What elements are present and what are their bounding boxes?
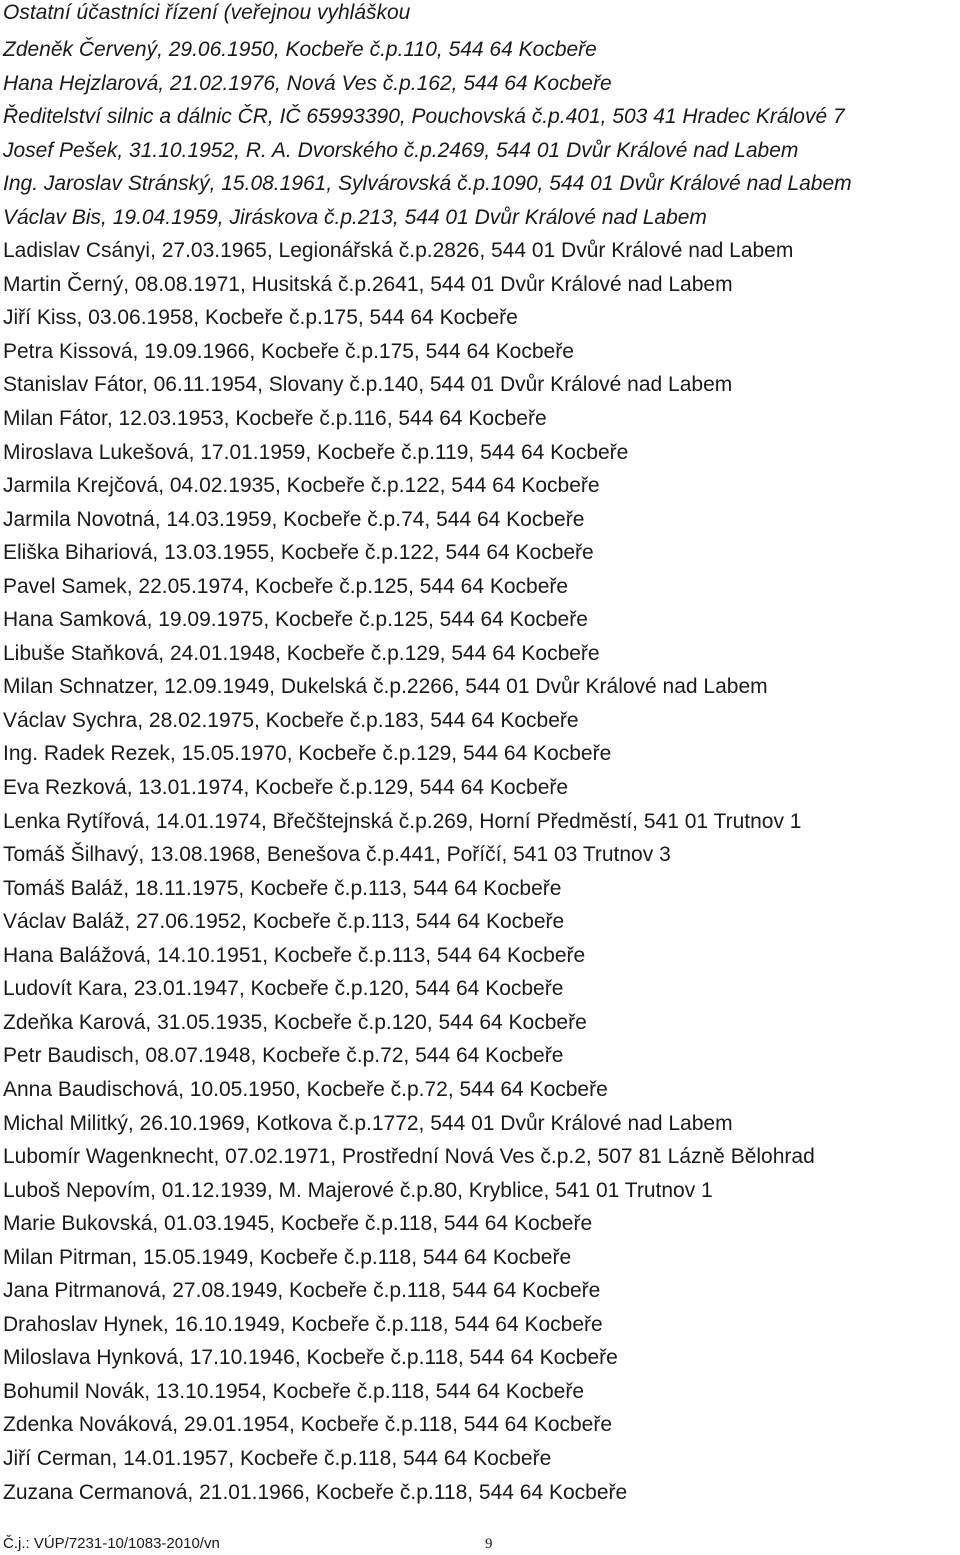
participant-line: Pavel Samek, 22.05.1974, Kocbeře č.p.125, 544 64 Kocbeře [3, 574, 569, 598]
participant-line: Bohumil Novák, 13.10.1954, Kocbeře č.p.118, 544 64 Kocbeře [3, 1379, 584, 1403]
participant-line: Jiří Kiss, 03.06.1958, Kocbeře č.p.175, 544 64 Kocbeře [3, 306, 518, 330]
page-number: 9 [485, 1536, 493, 1552]
participant-line: Hana Hejzlarová, 21.02.1976, Nová Ves č.p.162, 544 64 Kocbeře [3, 71, 612, 95]
participant-line: Josef Pešek, 31.10.1952, R. A. Dvorského č.p.2469, 544 01 Dvůr Králové nad Labem [3, 138, 799, 162]
participant-line: Ing. Jaroslav Stránský, 15.08.1961, Sylvárovská č.p.1090, 544 01 Dvůr Králové nad Labem [3, 172, 852, 196]
participant-line: Lenka Rytířová, 14.01.1974, Břečštejnská č.p.269, Horní Předměstí, 541 01 Trutnov 1 [3, 809, 802, 833]
participant-line: Ladislav Csányi, 27.03.1965, Legionářská č.p.2826, 544 01 Dvůr Králové nad Labem [3, 239, 794, 263]
participant-line: Tomáš Šilhavý, 13.08.1968, Benešova č.p.441, Poříčí, 541 03 Trutnov 3 [3, 843, 671, 867]
participant-line: Tomáš Baláž, 18.11.1975, Kocbeře č.p.113, 544 64 Kocbeře [3, 876, 562, 900]
participant-line: Hana Balážová, 14.10.1951, Kocbeře č.p.113, 544 64 Kocbeře [3, 943, 586, 967]
page-footer [3, 1535, 493, 1553]
participant-line: Jana Pitrmanová, 27.08.1949, Kocbeře č.p.118, 544 64 Kocbeře [3, 1279, 601, 1303]
participant-line: Marie Bukovská, 01.03.1945, Kocbeře č.p.118, 544 64 Kocbeře [3, 1212, 593, 1236]
participant-line: Eva Rezková, 13.01.1974, Kocbeře č.p.129, 544 64 Kocbeře [3, 776, 569, 800]
participant-line: Zdeněk Červený, 29.06.1950, Kocbeře č.p.110, 544 64 Kocbeře [3, 38, 597, 61]
participant-line: Milan Schnatzer, 12.09.1949, Dukelská č.p.2266, 544 01 Dvůr Králové nad Labem [3, 675, 768, 699]
participant-line: Milan Pitrman, 15.05.1949, Kocbeře č.p.118, 544 64 Kocbeře [3, 1245, 572, 1269]
participant-line: Michal Militký, 26.10.1969, Kotkova č.p.1772, 544 01 Dvůr Králové nad Labem [3, 1111, 733, 1135]
participant-line: Miloslava Hynková, 17.10.1946, Kocbeře č.p.118, 544 64 Kocbeře [3, 1346, 618, 1370]
participant-list [3, 33, 852, 1509]
participant-line: Petra Kissová, 19.09.1966, Kocbeře č.p.175, 544 64 Kocbeře [3, 339, 574, 363]
participant-line: Libuše Staňková, 24.01.1948, Kocbeře č.p.129, 544 64 Kocbeře [3, 641, 600, 665]
section-heading: Ostatní účastníci řízení (veřejnou vyhláškou [3, 1, 411, 24]
participant-line: Stanislav Fátor, 06.11.1954, Slovany č.p.140, 544 01 Dvůr Králové nad Labem [3, 373, 733, 397]
participant-line: Ludovít Kara, 23.01.1947, Kocbeře č.p.120, 544 64 Kocbeře [3, 977, 564, 1001]
participant-line: Petr Baudisch, 08.07.1948, Kocbeře č.p.72, 544 64 Kocbeře [3, 1044, 564, 1068]
participant-line: Václav Sychra, 28.02.1975, Kocbeře č.p.183, 544 64 Kocbeře [3, 708, 579, 732]
participant-line: Jarmila Novotná, 14.03.1959, Kocbeře č.p.74, 544 64 Kocbeře [3, 507, 585, 531]
participant-line: Jarmila Krejčová, 04.02.1935, Kocbeře č.p.122, 544 64 Kocbeře [3, 474, 600, 498]
participant-line: Milan Fátor, 12.03.1953, Kocbeře č.p.116, 544 64 Kocbeře [3, 407, 547, 431]
participant-line: Lubomír Wagenknecht, 07.02.1971, Prostřední Nová Ves č.p.2, 507 81 Lázně Bělohrad [3, 1145, 815, 1169]
participant-line: Václav Bis, 19.04.1959, Jiráskova č.p.213, 544 01 Dvůr Králové nad Labem [3, 205, 707, 229]
reference-number: Č.j.: VÚP/7231-10/1083-2010/vn [3, 1535, 220, 1552]
participant-line: Ředitelství silnic a dálnic ČR, IČ 65993390, Pouchovská č.p.401, 503 41 Hradec Králové 7 [3, 105, 845, 129]
participant-line: Zuzana Cermanová, 21.01.1966, Kocbeře č.p.118, 544 64 Kocbeře [3, 1480, 628, 1504]
participant-line: Zdenka Nováková, 29.01.1954, Kocbeře č.p.118, 544 64 Kocbeře [3, 1413, 613, 1437]
participant-line: Hana Samková, 19.09.1975, Kocbeře č.p.125, 544 64 Kocbeře [3, 608, 588, 632]
participant-line: Luboš Nepovím, 01.12.1939, M. Majerové č.p.80, Kryblice, 541 01 Trutnov 1 [3, 1178, 713, 1202]
participant-line: Jiří Cerman, 14.01.1957, Kocbeře č.p.118, 544 64 Kocbeře [3, 1446, 552, 1470]
participant-line: Miroslava Lukešová, 17.01.1959, Kocbeře č.p.119, 544 64 Kocbeře [3, 440, 629, 464]
participant-line: Václav Baláž, 27.06.1952, Kocbeře č.p.113, 544 64 Kocbeře [3, 910, 565, 934]
participant-line: Eliška Bihariová, 13.03.1955, Kocbeře č.p.122, 544 64 Kocbeře [3, 541, 594, 565]
participant-line: Anna Baudischová, 10.05.1950, Kocbeře č.p.72, 544 64 Kocbeře [3, 1077, 608, 1101]
participant-line: Zdeňka Karová, 31.05.1935, Kocbeře č.p.120, 544 64 Kocbeře [3, 1010, 587, 1034]
participant-line: Martin Černý, 08.08.1971, Husitská č.p.2641, 544 01 Dvůr Králové nad Labem [3, 272, 733, 296]
participant-line: Ing. Radek Rezek, 15.05.1970, Kocbeře č.p.129, 544 64 Kocbeře [3, 742, 612, 766]
participant-line: Drahoslav Hynek, 16.10.1949, Kocbeře č.p.118, 544 64 Kocbeře [3, 1312, 603, 1336]
